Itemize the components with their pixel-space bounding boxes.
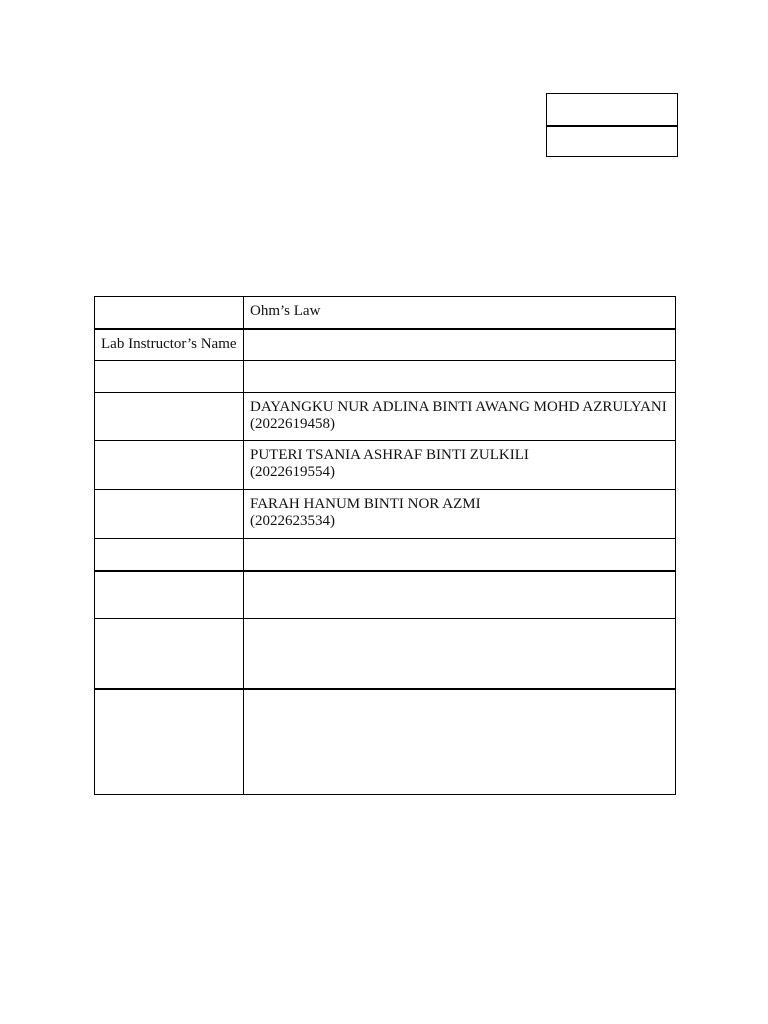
instructor-label-cell: Lab Instructor’s Name (95, 329, 244, 361)
table-row-title (95, 297, 676, 329)
score-box-divider (547, 125, 677, 127)
empty-value-cell (244, 571, 676, 619)
member-1-cell (244, 393, 676, 441)
empty-label-cell (95, 571, 244, 619)
member-2-name: PUTERI TSANIA ASHRAF BINTI ZULKILI (250, 447, 529, 463)
empty-label-cell (95, 619, 244, 689)
empty-value-cell (244, 619, 676, 689)
empty-value-cell (244, 361, 676, 393)
member-1-name: DAYANGKU NUR ADLINA BINTI AWANG MOHD AZRULYANI (250, 399, 667, 415)
table-row-empty-3 (95, 571, 676, 619)
member-3-cell (244, 490, 676, 539)
table-row-member-3 (95, 490, 676, 539)
table-row-member-2 (95, 441, 676, 490)
empty-value-cell (244, 689, 676, 795)
member-3-id: (2022623534) (250, 513, 335, 529)
instructor-value-cell (244, 329, 676, 361)
empty-label-cell (95, 539, 244, 571)
table-row-instructor (95, 329, 676, 361)
title-label-cell (95, 297, 244, 329)
table-row-empty-1 (95, 361, 676, 393)
member-2-cell (244, 441, 676, 490)
empty-label-cell (95, 689, 244, 795)
lab-report-cover-table (94, 296, 676, 795)
table-row-empty-4 (95, 619, 676, 689)
score-box (546, 93, 678, 157)
empty-value-cell (244, 539, 676, 571)
title-value-cell: Ohm’s Law (244, 297, 676, 329)
member-2-id: (2022619554) (250, 464, 335, 480)
member-2-label-cell (95, 441, 244, 490)
member-3-label-cell (95, 490, 244, 539)
member-1-id: (2022619458) (250, 416, 335, 432)
member-3-name: FARAH HANUM BINTI NOR AZMI (250, 496, 481, 512)
table-row-member-1 (95, 393, 676, 441)
member-1-label-cell (95, 393, 244, 441)
empty-label-cell (95, 361, 244, 393)
table-row-empty-5 (95, 689, 676, 795)
table-row-empty-2 (95, 539, 676, 571)
